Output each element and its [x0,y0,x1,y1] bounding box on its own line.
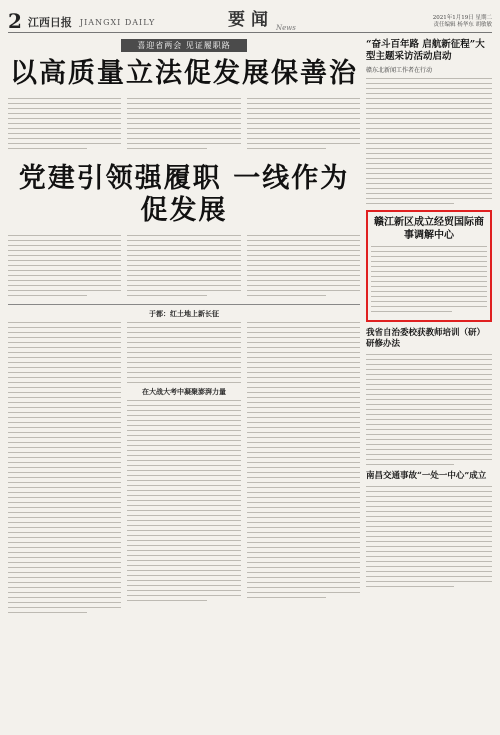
kicker-bar [8,39,360,52]
kicker-label: 喜迎省两会 见证履职路 [121,39,247,52]
sub-headline-a: 于都：红土地上新长征 [149,309,219,318]
story2-title: 赣江新区成立经贸国际商事调解中心 [374,217,484,241]
text-column [8,235,121,300]
page-number: 2 [8,9,22,33]
text-column [8,98,121,153]
story1-subtitle: 赣东北新闻工作者在行动 [366,67,433,74]
text-column [127,322,240,617]
highlighted-story-box [366,210,492,322]
story4-title: 南昌交通事故“一处一中心”成立 [366,471,487,481]
lead-story-body [8,98,360,153]
editor-credit: 责任编辑 杨华东 胡敏敏 [433,22,492,28]
sub-headline-b: 在大战大考中凝聚澎湃力量 [141,387,226,396]
lower-story-body [8,322,360,617]
text-column [8,322,121,617]
second-story-body [8,235,360,300]
right-column [366,39,492,591]
header-meta [433,15,492,29]
section-title: 要闻 [228,10,274,30]
paper-name: 江西日报 [27,16,72,29]
paper-name-en: JIANGXI DAILY [79,18,156,27]
left-region [8,39,360,617]
story1-body [366,78,492,204]
lead-headline: 以高质量立法促发展保善治 [10,58,358,89]
story2-body [371,246,487,312]
text-column [127,98,240,153]
section-title-en: News [276,24,296,32]
story3-body [366,354,492,465]
issue-date: 2021年1月19日 星期二 [432,15,492,21]
story3-title: 我省自治委校获教师培训（研）研修办法 [366,328,486,349]
text-column [247,235,360,300]
story4-body [366,486,492,587]
text-column [247,322,360,617]
story1-title: “奋斗百年路 启航新征程”大型主题采访活动启动 [366,39,485,62]
section-divider [8,304,360,305]
text-column [127,235,240,300]
text-column [247,98,360,153]
second-headline: 党建引领强履职 一线作为促发展 [18,163,350,226]
masthead [8,6,492,33]
